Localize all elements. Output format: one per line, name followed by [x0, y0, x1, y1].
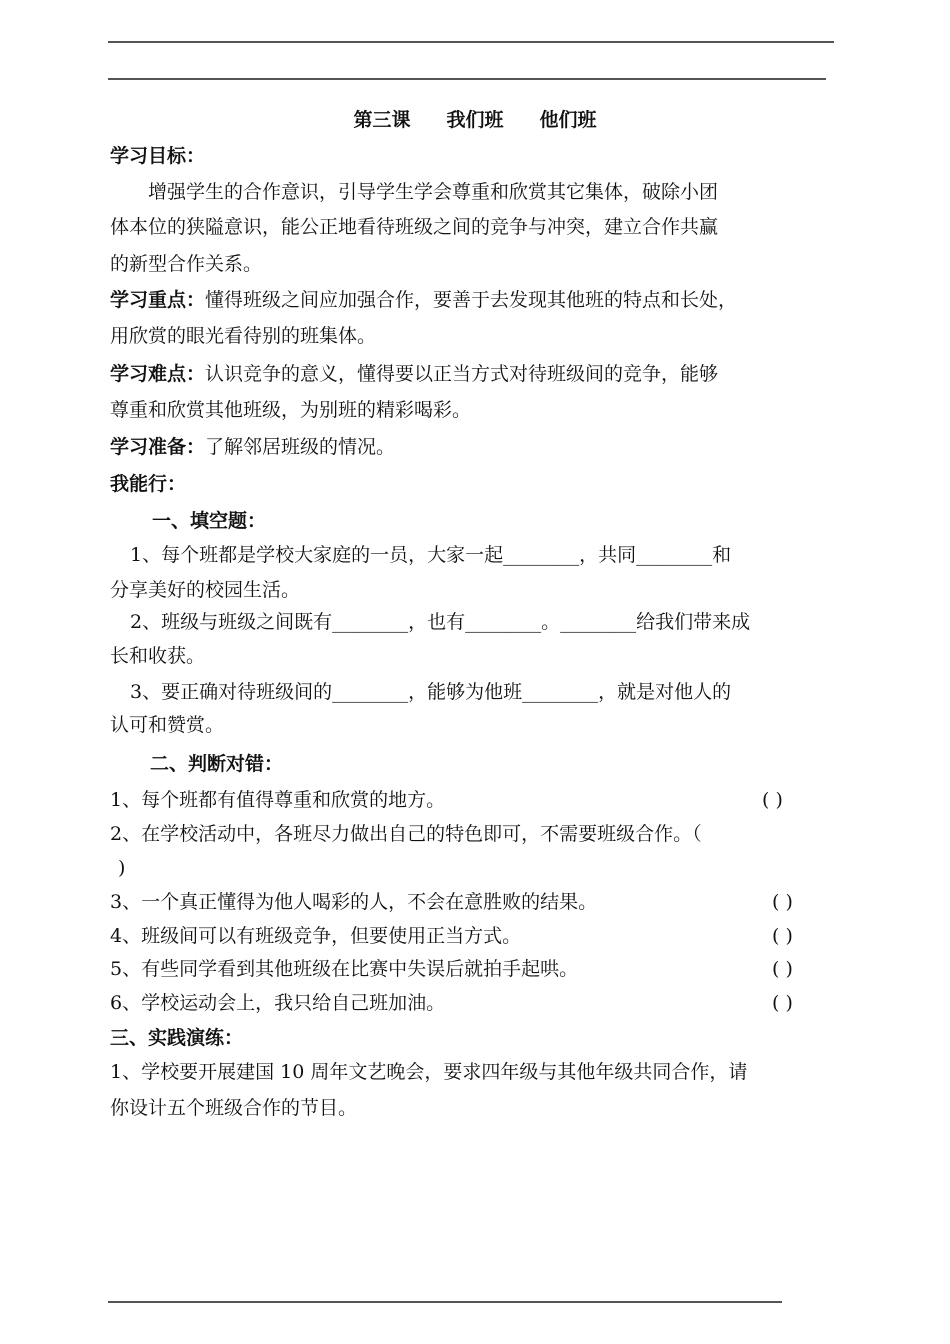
prep-label: 学习准备： [110, 436, 206, 458]
difficulty-line-1: 认识竞争的意义，懂得要以正当方式对待班级间的竞争，能够 [205, 363, 719, 385]
answer-paren-6[interactable]: ( ) [772, 992, 793, 1014]
goal-line-3: 的新型合作关系。 [110, 253, 263, 275]
judge-item-5: 5、有些同学看到其他班级在比赛中失误后就拍手起哄。 [110, 958, 579, 980]
focus-label: 学习重点： [110, 289, 206, 311]
answer-paren-1[interactable]: ( ) [762, 789, 783, 811]
page-title [0, 105, 950, 132]
goal-label: 学习目标： [110, 145, 206, 167]
title-part-2: 他们班 [539, 109, 597, 131]
judge-item-6: 6、学校运动会上，我只给自己班加油。 [110, 992, 446, 1014]
header-rule-bottom [108, 78, 826, 80]
answer-paren-5[interactable]: ( ) [772, 958, 793, 980]
judge-item-4: 4、班级间可以有班级竞争，但要使用正当方式。 [110, 925, 522, 947]
lesson-number: 第三课 [353, 109, 411, 131]
prep-paragraph [110, 435, 395, 459]
fill-line-2: 分享美好的校园生活。 [110, 579, 301, 601]
focus-line-1: 懂得班级之间应加强合作，要善于去发现其他班的特点和长处， [205, 289, 738, 311]
title-part-1: 我们班 [446, 109, 504, 131]
difficulty-line-2: 尊重和欣赏其他班级，为别班的精彩喝彩。 [110, 399, 472, 421]
can-label: 我能行： [110, 473, 187, 495]
judge-item-2: 2、在学校活动中，各班尽力做出自己的特色即可，不需要班级合作。（ [110, 823, 702, 845]
fill-line-1: 1、每个班都是学校大家庭的一员，大家一起________，共同________和 [130, 544, 732, 566]
focus-paragraph [110, 288, 737, 312]
practice-heading: 三、实践演练： [110, 1027, 244, 1049]
practice-line-1: 1、学校要开展建国 10 周年文艺晚会，要求四年级与其他年级共同合作，请 [110, 1061, 748, 1083]
answer-paren-4[interactable]: ( ) [772, 925, 793, 947]
judge-item-3: 3、一个真正懂得为他人喝彩的人，不会在意胜败的结果。 [110, 891, 598, 913]
fill-heading: 一、填空题： [152, 510, 267, 532]
difficulty-paragraph [110, 362, 718, 386]
fill-line-5: 3、要正确对待班级间的________，能够为他班________，就是对他人的 [130, 681, 732, 703]
fill-line-6: 认可和赞赏。 [110, 714, 225, 736]
footer-rule [108, 1301, 782, 1303]
judge-item-1: 1、每个班都有值得尊重和欣赏的地方。 [110, 789, 446, 811]
fill-line-3: 2、班级与班级之间既有________，也有________。________给我们带来成 [130, 611, 751, 633]
header-rule-top [108, 41, 834, 43]
focus-line-2: 用欣赏的眼光看待别的班集体。 [110, 325, 377, 347]
answer-paren-3[interactable]: ( ) [772, 891, 793, 913]
goal-line-1: 增强学生的合作意识，引导学生学会尊重和欣赏其它集体，破除小团 [148, 181, 719, 203]
practice-line-2: 你设计五个班级合作的节目。 [110, 1097, 358, 1119]
difficulty-label: 学习难点： [110, 363, 206, 385]
goal-line-2: 体本位的狭隘意识，能公正地看待班级之间的竞争与冲突，建立合作共赢 [110, 216, 719, 238]
prep-text: 了解邻居班级的情况。 [205, 436, 396, 458]
judge-item-2-paren[interactable]: ) [118, 857, 126, 879]
fill-line-4: 长和收获。 [110, 645, 206, 667]
judge-heading: 二、判断对错： [150, 753, 284, 775]
